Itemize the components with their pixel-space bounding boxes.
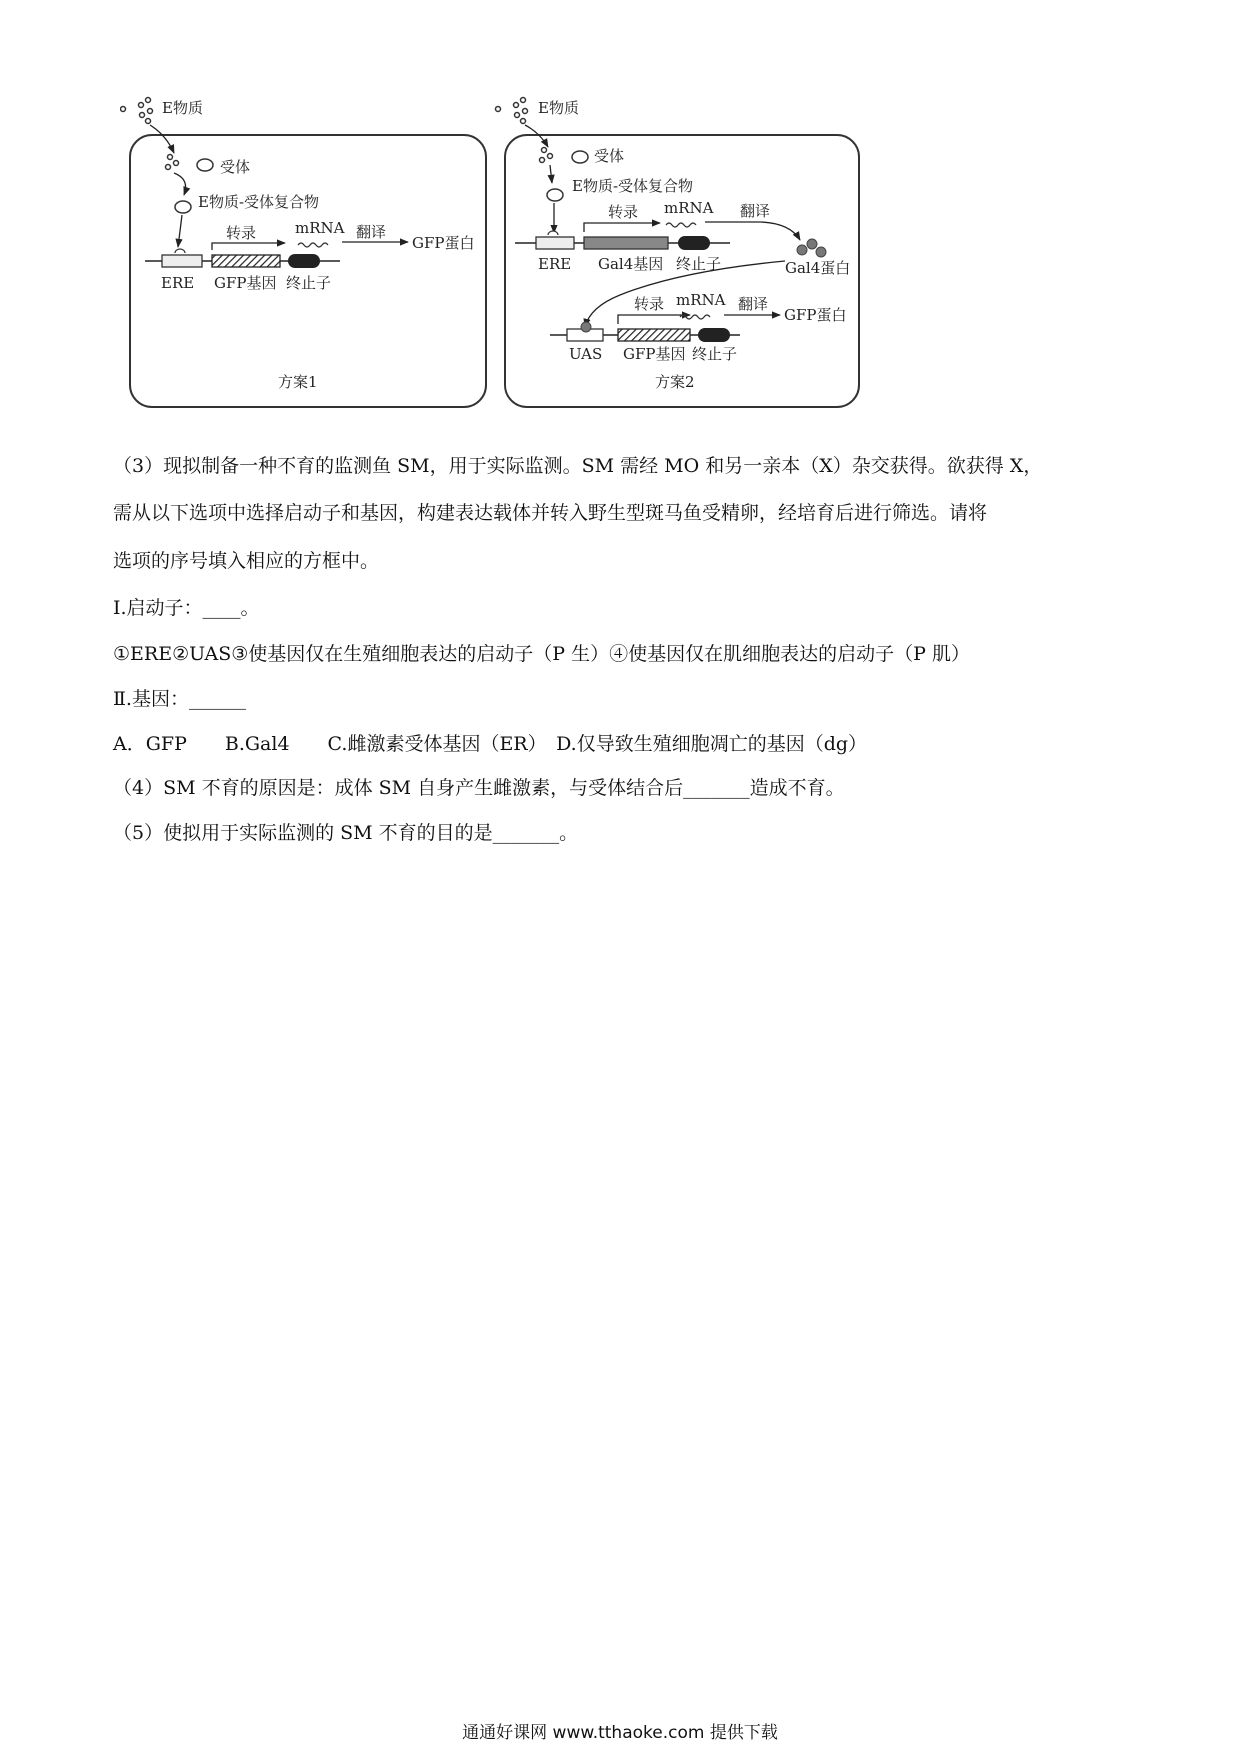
translation-label: 翻译 (356, 223, 387, 241)
translation-label-1: 翻译 (740, 202, 771, 220)
complex-label: E物质-受体复合物 (572, 177, 694, 195)
transcription-arrow (212, 243, 285, 250)
receptor-label: 受体 (220, 158, 251, 176)
gal4-gene-box (584, 237, 668, 249)
plan1-frame (130, 135, 486, 407)
binding-arrow (174, 173, 186, 195)
promoter-options: ①ERE②UAS③使基因仅在生殖细胞表达的启动子（P 生）④使基因仅在肌细胞表达的启动子（P 肌） (113, 643, 970, 665)
receptor-shape (197, 159, 213, 171)
gfp-gene-label: GFP基因 (623, 345, 686, 363)
ere-bound-complex (548, 231, 558, 235)
binding-arrow (550, 165, 552, 183)
e-substance-label: E物质 (538, 99, 579, 117)
plan1-caption: 方案1 (278, 373, 318, 391)
terminator-label: 终止子 (692, 345, 738, 363)
q4-text: （4）SM 不育的原因是：成体 SM 自身产生雌激素，与受体结合后_______造成不育。 (113, 777, 845, 799)
gfp-gene-label: GFP基因 (214, 274, 277, 292)
transcription-label-2: 转录 (634, 295, 665, 313)
page-footer: 通通好课网 www.tthaoke.com 提供下载 (462, 1723, 778, 1743)
q3-line-1: （3）现拟制备一种不育的监测鱼 SM，用于实际监测。SM 需经 MO 和另一亲本（X）杂交获得。欲获得 X， (113, 455, 1043, 477)
transcription-arrow-1 (584, 223, 660, 232)
mrna-wave-1 (666, 223, 696, 227)
receptor-label: 受体 (594, 147, 625, 165)
terminator-label: 终止子 (286, 274, 332, 292)
ere-label: ERE (538, 255, 572, 273)
uas-bound-gal4 (581, 322, 591, 332)
mrna-label: mRNA (295, 219, 345, 237)
translation-label-2: 翻译 (738, 295, 769, 313)
ere-label: ERE (161, 274, 195, 292)
q5-text: （5）使拟用于实际监测的 SM 不育的目的是_______。 (113, 822, 579, 844)
gal4-protein-dots (797, 239, 826, 257)
scheme-figure (120, 95, 1140, 445)
plan2-caption: 方案2 (655, 373, 695, 391)
mrna-label-2: mRNA (676, 291, 726, 309)
plan1-panel (121, 98, 487, 408)
terminator-box (288, 254, 320, 268)
terminator-label: 终止子 (676, 255, 722, 273)
receptor-shape (572, 151, 588, 163)
gene-prompt: Ⅱ.基因：______ (113, 688, 246, 710)
complex-label: E物质-受体复合物 (198, 193, 320, 211)
gfp-gene-box (618, 329, 690, 341)
gene-options: A．GFP B.Gal4 C.雌激素受体基因（ER） D.仅导致生殖细胞凋亡的基因（dg） (113, 733, 868, 755)
mrna-wave (298, 243, 328, 247)
q3-line-3: 选项的序号填入相应的方框中。 (113, 550, 380, 572)
gfp-protein-label: GFP蛋白 (784, 306, 847, 324)
e-substance-arrow (150, 125, 174, 153)
complex-arrow (178, 215, 182, 247)
complex-shape (547, 189, 563, 201)
uas-label: UAS (569, 345, 603, 363)
gfp-gene-box (212, 255, 280, 267)
gal4-protein-label: Gal4蛋白 (785, 259, 851, 277)
complex-shape (175, 201, 191, 213)
mrna-wave-2 (680, 315, 710, 319)
terminator-box (698, 328, 730, 342)
mrna-label-1: mRNA (664, 199, 714, 217)
promoter-prompt: Ⅰ.启动子：____。 (113, 597, 260, 619)
transcription-arrow-2 (618, 315, 690, 324)
gal4-gene-label: Gal4基因 (598, 255, 664, 273)
ere-box (162, 255, 202, 267)
e-substance-label: E物质 (162, 99, 203, 117)
q3-line-2: 需从以下选项中选择启动子和基因，构建表达载体并转入野生型斑马鱼受精卵，经培育后进行筛选。请将 (113, 502, 988, 524)
terminator-box (678, 236, 710, 250)
plan2-panel (496, 98, 860, 408)
transcription-label-1: 转录 (608, 203, 639, 221)
translation-arrow-1 (705, 222, 800, 240)
gfp-protein-label: GFP蛋白 (412, 234, 475, 252)
transcription-label: 转录 (226, 224, 257, 242)
scheme-diagram (120, 95, 1140, 445)
ere-bound-complex (175, 249, 185, 253)
ere-box (536, 237, 574, 249)
